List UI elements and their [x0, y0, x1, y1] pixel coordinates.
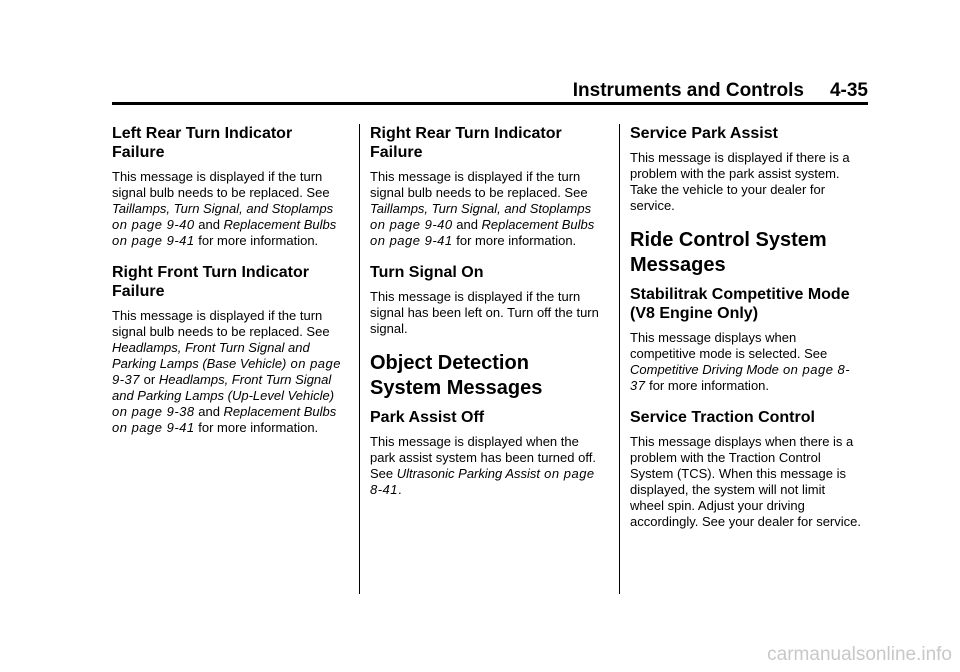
page-ref[interactable]: on page 9-40 [112, 217, 195, 232]
paragraph-right-rear-turn: This message is displayed if the turn signal bulb needs to be replaced. See Taillamps, Turn Signal, and Stoplamps on page 9-40 and Replacement Bulbs on page 9-41 for more information. [370, 169, 595, 248]
link-ultrasonic-parking-assist[interactable]: Ultrasonic Parking Assist [396, 466, 541, 481]
page-ref[interactable]: on page 9-40 [370, 217, 453, 232]
heading-object-detection: Object Detection System Messages [370, 352, 543, 399]
heading-left-rear-turn: Left Rear Turn Indicator Failure [112, 125, 293, 161]
column-divider-1 [359, 124, 360, 594]
paragraph-service-park-assist: This message is displayed if there is a problem with the park assist system. Take the vehicle to your dealer for service. [630, 150, 850, 213]
column-3 [630, 124, 862, 544]
section-title: Instruments and Controls [572, 80, 804, 101]
page-ref[interactable]: on page 9-41 [112, 233, 195, 248]
header-rule [112, 102, 868, 105]
link-headlamps-uplevel[interactable]: Headlamps, Front Turn Signal and Parking Lamps (Up-Level Vehicle) [112, 372, 335, 403]
link-replacement-bulbs[interactable]: Replacement Bulbs [481, 217, 595, 232]
page-ref[interactable]: on page 9-37 [112, 356, 341, 387]
heading-park-assist-off: Park Assist Off [370, 409, 485, 426]
heading-service-park-assist: Service Park Assist [630, 125, 778, 142]
page-ref[interactable]: on page 9-38 [112, 404, 195, 419]
column-divider-2 [619, 124, 620, 594]
heading-ride-control: Ride Control System Messages [630, 229, 827, 276]
heading-right-front-turn: Right Front Turn Indicator Failure [112, 264, 310, 300]
link-replacement-bulbs[interactable]: Replacement Bulbs [223, 404, 337, 419]
page-number: 4-35 [829, 80, 868, 101]
paragraph-turn-signal-on: This message is displayed if the turn signal has been left on. Turn off the turn signal. [370, 289, 599, 336]
link-competitive-driving-mode[interactable]: Competitive Driving Mode [630, 362, 779, 377]
page-ref[interactable]: on page 8-41 [370, 466, 595, 497]
page-ref[interactable]: on page 9-41 [112, 420, 195, 435]
watermark: carmanualsonline.info [767, 644, 952, 665]
paragraph-right-front-turn: This message is displayed if the turn signal bulb needs to be replaced. See Headlamps, Front Turn Signal and Parking Lamps (Base Vehicle) on page 9-37 or Headlamps, Front Turn Signal and Parking Lamps (Up-Level Vehicle) on page 9-38 and Replacement Bulbs on page 9-41 for more information. [112, 308, 341, 435]
link-headlamps-base[interactable]: Headlamps, Front Turn Signal and Parking Lamps (Base Vehicle) [112, 340, 310, 371]
paragraph-park-assist-off: This message is displayed when the park assist system has been turned off. See Ultrasonic Parking Assist on page 8-41. [370, 434, 596, 497]
running-header [112, 80, 868, 102]
column-2 [370, 124, 602, 512]
heading-turn-signal-on: Turn Signal On [370, 264, 484, 281]
link-replacement-bulbs[interactable]: Replacement Bulbs [223, 217, 337, 232]
column-1 [112, 124, 344, 450]
link-taillamps[interactable]: Taillamps, Turn Signal, and Stoplamps [370, 201, 592, 216]
heading-stabilitrak: Stabilitrak Competitive Mode (V8 Engine Only) [630, 286, 850, 322]
heading-service-traction: Service Traction Control [630, 409, 815, 426]
page-ref[interactable]: on page 9-41 [370, 233, 453, 248]
paragraph-left-rear-turn: This message is displayed if the turn signal bulb needs to be replaced. See Taillamps, Turn Signal, and Stoplamps on page 9-40 and Replacement Bulbs on page 9-41 for more information. [112, 169, 337, 248]
paragraph-service-traction: This message displays when there is a problem with the Traction Control System (TCS). When this message is displayed, the system will not limit wheel spin. Adjust your driving accordingly. See your dealer for service. [630, 434, 861, 529]
link-taillamps[interactable]: Taillamps, Turn Signal, and Stoplamps [112, 201, 334, 216]
page-ref[interactable]: on page 8-37 [630, 362, 851, 393]
paragraph-stabilitrak: This message displays when competitive mode is selected. See Competitive Driving Mode on page 8-37 for more information. [630, 330, 851, 393]
heading-right-rear-turn: Right Rear Turn Indicator Failure [370, 125, 562, 161]
